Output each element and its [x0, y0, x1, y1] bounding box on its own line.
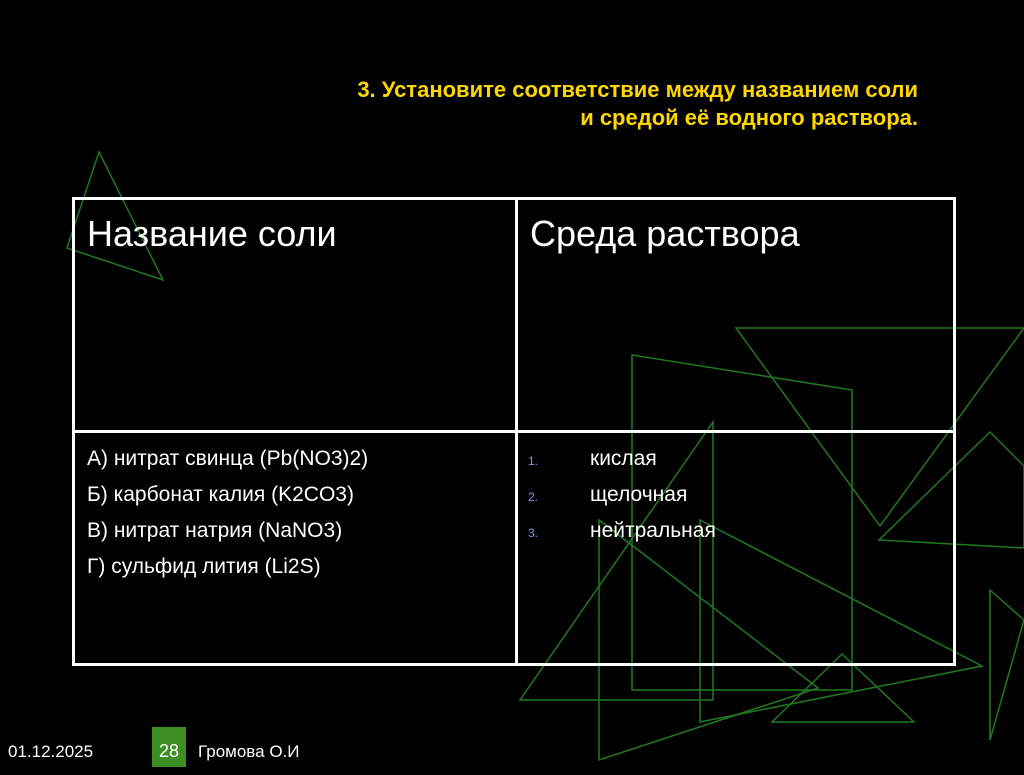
matching-table: [72, 197, 956, 666]
slide-title-line-2: и средой её водного раствора.: [580, 105, 918, 130]
table-header-row: [74, 199, 955, 432]
environments-cell: [517, 432, 955, 665]
salt-item-g: Г) сульфид лития (Li2S): [87, 555, 321, 578]
environment-number-3: 3.: [528, 526, 539, 540]
header-solution-environment: Среда раствора: [530, 213, 800, 254]
slide-title-line-1: 3. Установите соответствие между названием соли: [357, 77, 918, 102]
environment-number-2: 2.: [528, 490, 539, 504]
environment-label-3: нейтральная: [590, 519, 716, 542]
header-cell-solution-environment: [517, 199, 955, 432]
salt-item-b: Б) карбонат калия (K2CO3): [87, 483, 354, 506]
environment-item-2: [528, 477, 953, 513]
environment-item-1: [528, 441, 953, 477]
salts-list: [75, 433, 515, 585]
footer-author: Громова О.И: [198, 742, 300, 761]
table-body-row: [74, 432, 955, 665]
slide-title: [150, 76, 918, 132]
salt-item-v: В) нитрат натрия (NaNO3): [87, 519, 343, 542]
header-cell-salt-name: [74, 199, 517, 432]
header-salt-name: Название соли: [87, 213, 337, 254]
environment-number-1: 1.: [528, 454, 539, 468]
salts-cell: [74, 432, 517, 665]
matching-table-container: [72, 197, 956, 663]
salt-item-a: А) нитрат свинца (Pb(NO3)2): [87, 447, 369, 470]
environment-label-2: щелочная: [590, 483, 688, 506]
environment-label-1: кислая: [590, 447, 657, 470]
slide-number-badge: 28: [152, 727, 186, 767]
environments-list: [518, 433, 953, 549]
footer-date: 01.12.2025: [8, 742, 94, 761]
environment-item-3: [528, 513, 953, 549]
